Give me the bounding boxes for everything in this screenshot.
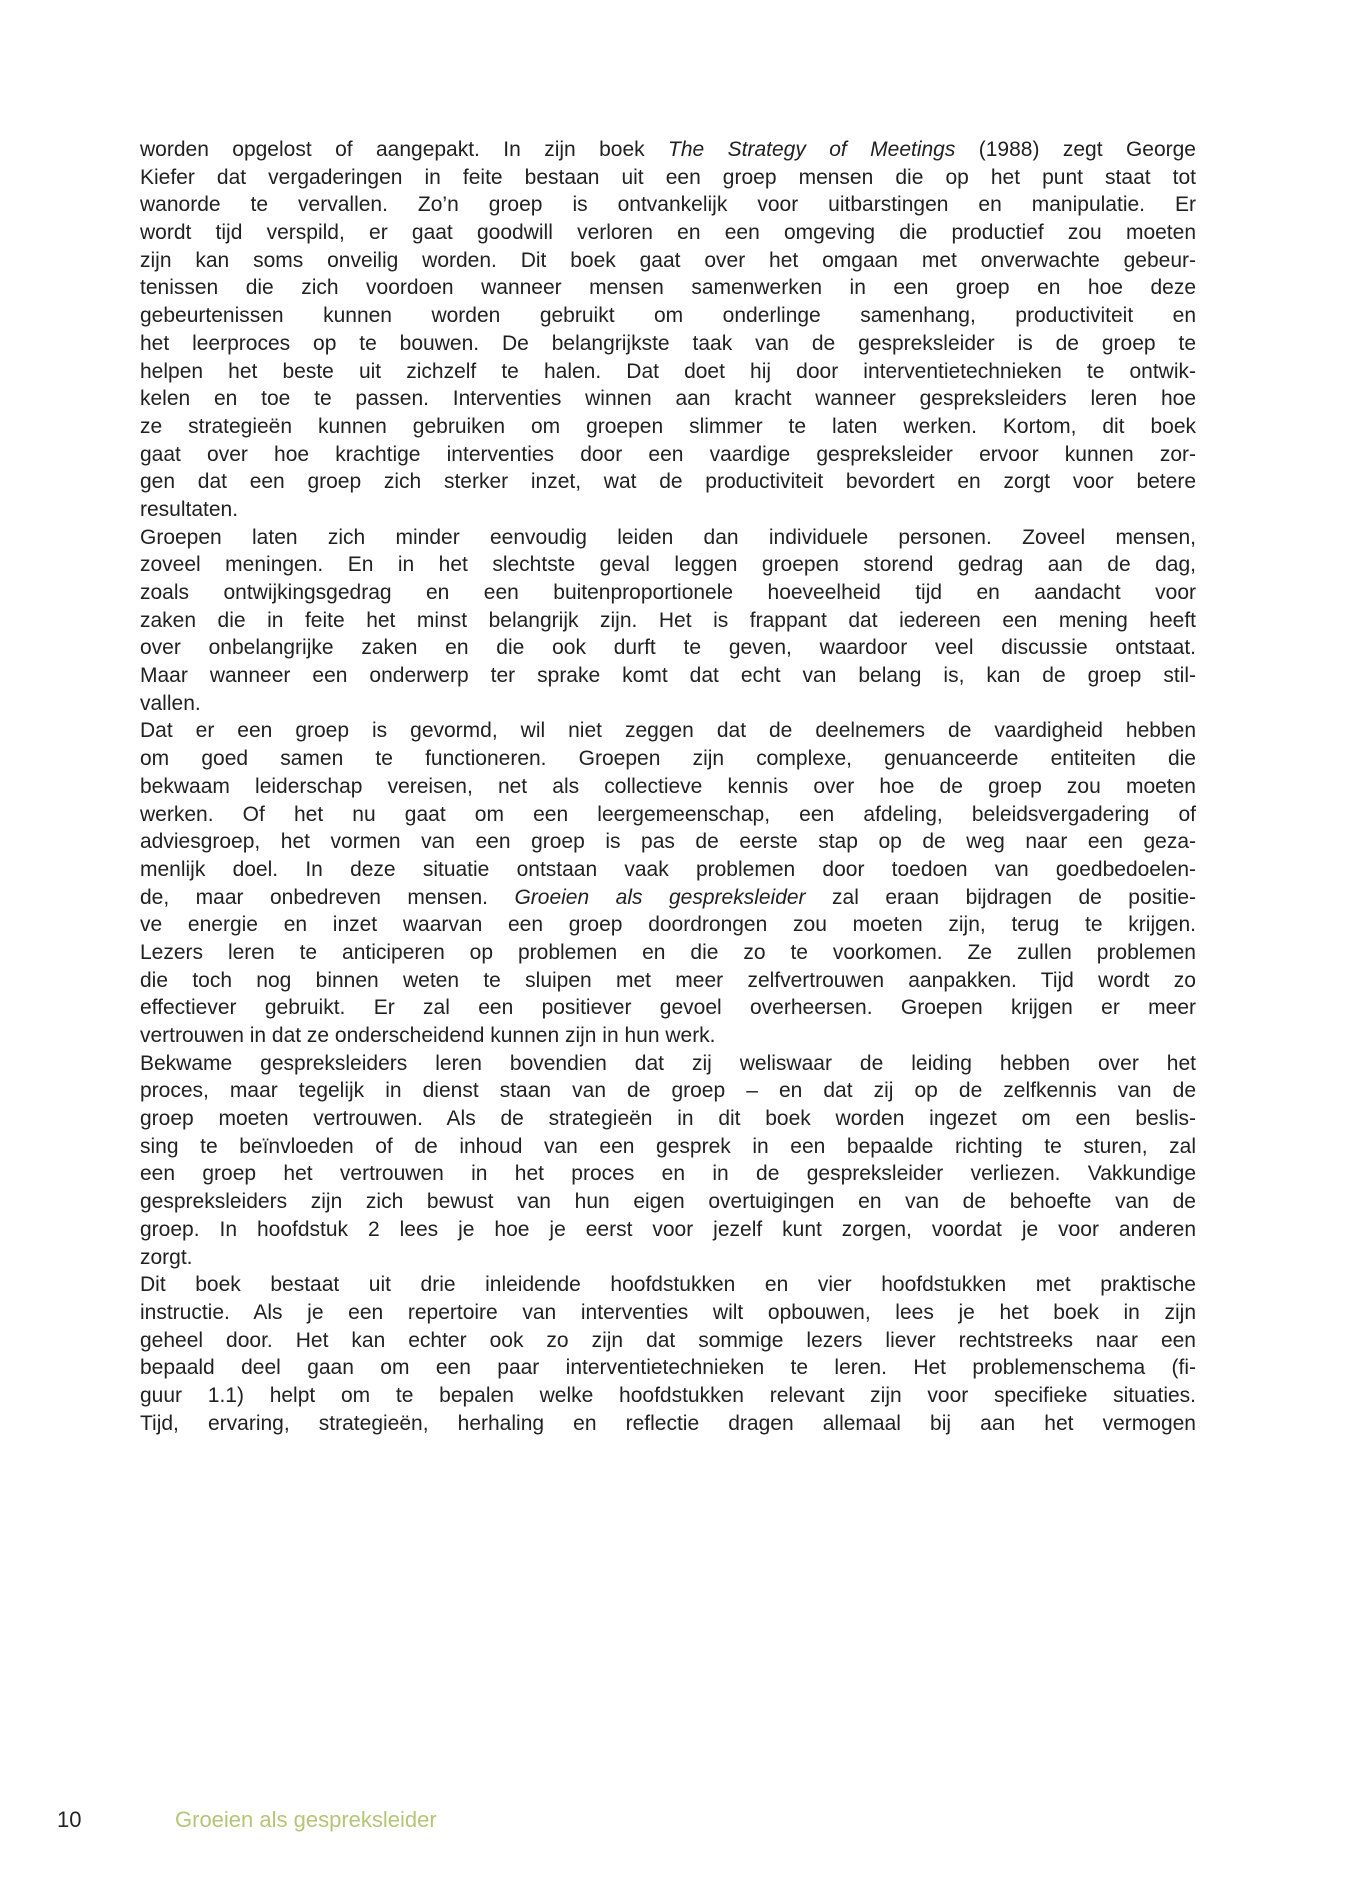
paragraph (140, 136, 1196, 524)
text-line: Groepen laten zich minder eenvoudig leiden dan individuele personen. Zoveel mensen, (140, 525, 1196, 549)
paragraph (140, 717, 1196, 1049)
text-line: groep moeten vertrouwen. Als de strategieën in dit boek worden ingezet om een beslis- (140, 1107, 1196, 1131)
paragraph (140, 524, 1196, 718)
text-line: zijn kan soms onveilig worden. Dit boek gaat over het omgaan met onverwachte gebeur- (140, 248, 1196, 272)
paragraph (140, 1271, 1196, 1437)
text-line: vallen. (140, 691, 201, 715)
text-line: sing te beïnvloeden of de inhoud van een gesprek in een bepaalde richting te sturen, zal (140, 1134, 1196, 1158)
text-line: Lezers leren te anticiperen op problemen en die zo te voorkomen. Ze zullen problemen (140, 940, 1196, 964)
text-line: wordt tijd verspild, er gaat goodwill verloren en een omgeving die productief zou moeten (140, 221, 1196, 245)
text-line: een groep het vertrouwen in het proces en in de gespreksleider verliezen. Vakkundige (140, 1162, 1196, 1186)
text-line: gaat over hoe krachtige interventies door een vaardige gespreksleider ervoor kunnen zor- (140, 442, 1196, 466)
text-line: geheel door. Het kan echter ook zo zijn dat sommige lezers liever rechtstreeks naar een (140, 1328, 1196, 1352)
footer (0, 1803, 1365, 1837)
footer-title: Groeien als gespreksleider (175, 1807, 437, 1832)
text-line: bepaald deel gaan om een paar interventietechnieken te leren. Het problemenschema (fi- (140, 1356, 1196, 1380)
text-line: gen dat een groep zich sterker inzet, wat de productiviteit bevordert en zorgt voor betere (140, 470, 1196, 494)
text-line: het leerproces op te bouwen. De belangrijkste taak van de gespreksleider is de groep te (140, 331, 1196, 355)
text-line: zorgt. (140, 1245, 193, 1269)
text-line: Dat er een groep is gevormd, wil niet zeggen dat de deelnemers de vaardigheid hebben (140, 719, 1196, 743)
text-line: zoals ontwijkingsgedrag en een buitenproportionele hoeveelheid tijd en aandacht voor (140, 581, 1196, 604)
text-line: gebeurtenissen kunnen worden gebruikt om onderlinge samenhang, productiviteit en (140, 304, 1196, 328)
text-line: vertrouwen in dat ze onderscheidend kunnen zijn in hun werk. (140, 1024, 716, 1047)
text-line: zoveel meningen. En in het slechtste geval leggen groepen storend gedrag aan de dag, (140, 553, 1196, 577)
text-line: Dit boek bestaat uit drie inleidende hoofdstukken en vier hoofdstukken met praktische (140, 1273, 1196, 1297)
text-line: wanorde te vervallen. Zo’n groep is ontvankelijk voor uitbarstingen en manipulatie. Er (140, 193, 1196, 217)
text-line: Bekwame gespreksleiders leren bovendien dat zij weliswaar de leiding hebben over het (140, 1051, 1196, 1075)
text-line: adviesgroep, het vormen van een groep is pas de eerste stap op de weg naar een geza- (140, 830, 1196, 854)
text-line: bekwaam leiderschap vereisen, net als collectieve kennis over hoe de groep zou moeten (140, 774, 1196, 798)
text-line: tenissen die zich voordoen wanneer mensen samenwerken in een groep en hoe deze (140, 276, 1196, 300)
text-line: ve energie en inzet waarvan een groep doordrongen zou moeten zijn, terug te krijgen. (140, 913, 1196, 937)
text-line: zaken die in feite het minst belangrijk zijn. Het is frappant dat iedereen een mening heeft (140, 608, 1196, 632)
text-block (140, 136, 1196, 1437)
text-line: menlijk doel. In deze situatie ontstaan vaak problemen door toedoen van goedbedoelen- (140, 857, 1196, 881)
text-line: werken. Of het nu gaat om een leergemeenschap, een afdeling, beleidsvergadering of (140, 802, 1196, 826)
text-line: resultaten. (140, 497, 239, 521)
text-line: die toch nog binnen weten te sluipen met meer zelfvertrouwen aanpakken. Tijd wordt zo (140, 968, 1196, 992)
text-line: gespreksleiders zijn zich bewust van hun eigen overtuigingen en van de behoefte van de (140, 1190, 1196, 1214)
text-line: groep. In hoofdstuk 2 lees je hoe je eerst voor jezelf kunt zorgen, voordat je voor anderen (140, 1217, 1196, 1241)
text-line: Maar wanneer een onderwerp ter sprake komt dat echt van belang is, kan de groep stil- (140, 664, 1196, 688)
text-line: instructie. Als je een repertoire van interventies wilt opbouwen, lees je het boek in zijn (140, 1300, 1196, 1324)
text-line: guur 1.1) helpt om te bepalen welke hoofdstukken relevant zijn voor specifieke situaties. (140, 1383, 1196, 1407)
paragraph (140, 1050, 1196, 1272)
text-line: Tijd, ervaring, strategieën, herhaling en reflectie dragen allemaal bij aan het vermogen (140, 1411, 1196, 1435)
text-line: kelen en toe te passen. Interventies winnen aan kracht wanneer gespreksleiders leren hoe (140, 387, 1196, 411)
text-line: Kiefer dat vergaderingen in feite bestaan uit een groep mensen die op het punt staat tot (140, 165, 1196, 189)
text-line: om goed samen te functioneren. Groepen zijn complexe, genuanceerde entiteiten die (140, 747, 1196, 771)
text-line: de, maar onbedreven mensen. Groeien als gespreksleider zal eraan bijdragen de positie- (140, 885, 1196, 909)
text-line: proces, maar tegelijk in dienst staan van de groep – en dat zij op de zelfkennis van de (140, 1079, 1196, 1103)
text-line: helpen het beste uit zichzelf te halen. Dat doet hij door interventietechnieken te ontwik- (140, 359, 1196, 383)
text-line: effectiever gebruikt. Er zal een positiever gevoel overheersen. Groepen krijgen er meer (140, 996, 1196, 1020)
text-line: worden opgelost of aangepakt. In zijn boek The Strategy of Meetings (1988) zegt George (140, 138, 1196, 161)
text-line: ze strategieën kunnen gebruiken om groepen slimmer te laten werken. Kortom, dit boek (140, 414, 1196, 438)
text-line: over onbelangrijke zaken en die ook durft te geven, waardoor veel discussie ontstaat. (140, 636, 1196, 660)
page-number: 10 (57, 1807, 82, 1832)
